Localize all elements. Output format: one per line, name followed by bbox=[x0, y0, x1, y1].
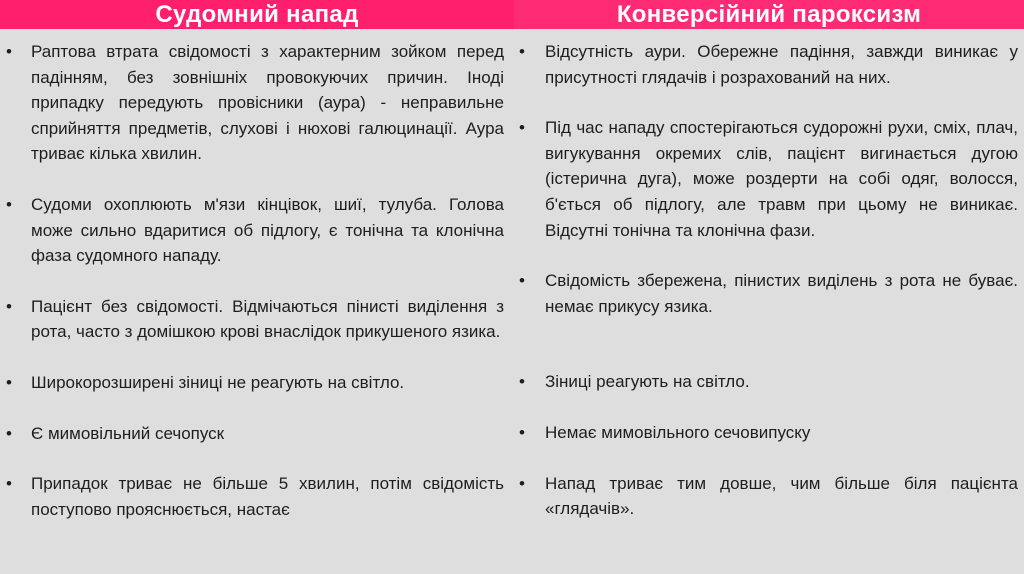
list-item-text: Є мимовільний сечопуск bbox=[31, 423, 225, 443]
list-item bbox=[0, 370, 514, 396]
bullet-icon: • bbox=[519, 473, 525, 493]
list-item-text: Широкорозширені зіниці не реагують на світло. bbox=[31, 372, 405, 392]
list-item bbox=[0, 294, 514, 345]
list-item-text: Пацієнт без свідомості. Відмічаються пінисті виділення з рота, часто з домішкою крові внаслідок прикушеного язика. bbox=[31, 296, 504, 342]
bullet-icon: • bbox=[519, 271, 525, 291]
list-item bbox=[514, 115, 1024, 243]
list-item-text: Припадок триває не більше 5 хвилин, потім свідомість поступово прояснюється, настає bbox=[31, 474, 504, 519]
list-item-text: Під час нападу спостерігаються судорожні рухи, сміх, плач, вигукування окремих слів, пацієнт вигинається дугою (істерична дуга), може роздерти на собі одяг, волосся, б'ється об підлогу, але травм при цьому не виникає. Відсутні тонічна та клонічна фази. bbox=[545, 118, 1018, 240]
bullet-icon: • bbox=[6, 474, 12, 494]
list-item-text: Свідомість збережена, пінистих виділень з рота не буває. немає прикусу язика. bbox=[545, 271, 1018, 316]
list-item-text: Відсутність аури. Обережне падіння, завжди виникає у присутності глядачів і розрахований на них. bbox=[545, 42, 1018, 87]
list-item bbox=[0, 39, 514, 167]
bullet-icon: • bbox=[6, 42, 12, 61]
left-bullet-list bbox=[0, 39, 514, 522]
bullet-icon: • bbox=[6, 296, 12, 316]
bullet-icon: • bbox=[6, 194, 12, 214]
list-item bbox=[0, 471, 514, 522]
bullet-icon: • bbox=[519, 422, 525, 442]
left-column-title: Судомний напад bbox=[0, 0, 514, 29]
right-column-title: Конверсійний пароксизм bbox=[514, 0, 1024, 29]
list-item bbox=[514, 268, 1024, 319]
list-item bbox=[514, 39, 1024, 90]
list-item-text: Судоми охоплюють м'язи кінцівок, шиї, тулуба. Голова може сильно вдаритися об підлогу, є тонічна та клонічна фаза судомного нападу. bbox=[31, 194, 504, 266]
bullet-icon: • bbox=[519, 372, 525, 392]
bullet-icon: • bbox=[6, 423, 12, 443]
bullet-icon: • bbox=[6, 372, 12, 392]
list-item-text: Немає мимовільного сечовипуску bbox=[545, 422, 811, 442]
right-column bbox=[514, 29, 1024, 574]
list-item bbox=[514, 369, 1024, 395]
list-item bbox=[0, 192, 514, 269]
bullet-icon: • bbox=[519, 42, 525, 61]
table-header bbox=[0, 0, 1024, 29]
right-bullet-list bbox=[514, 39, 1024, 522]
list-item bbox=[0, 421, 514, 447]
list-item-text: Напад триває тим довше, чим більше біля пацієнта «глядачів». bbox=[545, 473, 1018, 519]
bullet-icon: • bbox=[519, 118, 525, 138]
list-item-text: Зіниці реагують на світло. bbox=[545, 372, 750, 392]
list-item bbox=[514, 420, 1024, 446]
list-item-text: Раптова втрата свідомості з характерним зойком перед падінням, без зовнішніх провокуючих причин. Іноді припадку передують провісники (аура) - неправильне сприйняття предметів, слухові і нюхові галюцинації. Аура триває кілька хвилин. bbox=[31, 42, 504, 164]
left-column bbox=[0, 29, 514, 574]
list-item bbox=[514, 471, 1024, 522]
